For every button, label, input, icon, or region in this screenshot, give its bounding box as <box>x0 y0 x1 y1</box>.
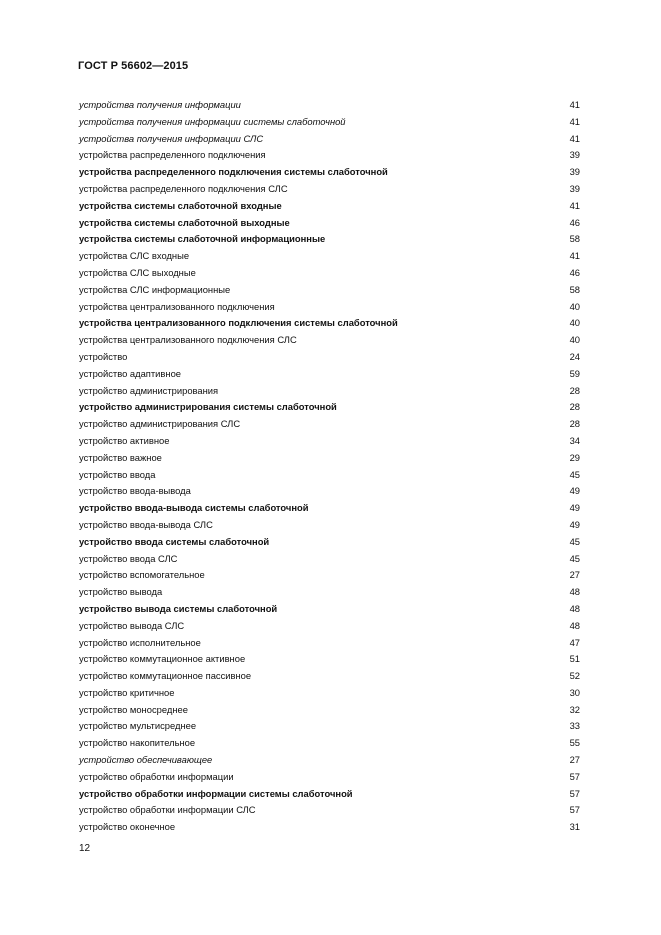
index-entry <box>79 819 580 836</box>
index-entry <box>79 315 580 332</box>
index-page-number: 41 <box>569 99 580 110</box>
index-page-number: 32 <box>569 703 580 715</box>
index-page-number: 51 <box>569 653 580 665</box>
index-entry <box>79 601 580 618</box>
index-entry <box>79 651 580 668</box>
index-entry <box>79 483 580 500</box>
index-entry <box>79 248 580 265</box>
index-term: устройство активное <box>79 434 170 446</box>
index-term: устройство <box>79 350 128 362</box>
index-term: устройство коммутационное активное <box>79 653 246 665</box>
index-entry <box>79 769 580 786</box>
index-entry <box>79 802 580 819</box>
index-term: устройство важное <box>79 451 162 463</box>
index-entry <box>79 349 580 366</box>
index-entry <box>79 97 580 114</box>
index-term: устройства распределенного подключения системы слаботочной <box>79 166 388 178</box>
index-term: устройство обработки информации СЛС <box>79 804 256 816</box>
index-term: устройство администрирования системы слаботочной <box>79 401 337 413</box>
index-term: устройства получения информации <box>79 99 241 110</box>
index-page-number: 48 <box>569 619 580 631</box>
index-term: устройство вывода <box>79 586 163 598</box>
index-page-number: 30 <box>569 686 580 698</box>
index-page-number: 28 <box>569 384 580 396</box>
index-entry <box>79 131 580 148</box>
index-term: устройство оконечное <box>79 821 176 833</box>
index-term: устройство ввода-вывода СЛС <box>79 518 213 530</box>
index-entry <box>79 786 580 803</box>
index-page-number: 27 <box>569 569 580 581</box>
index-entry <box>79 433 580 450</box>
index-page-number: 57 <box>569 770 580 782</box>
index-entry <box>79 383 580 400</box>
index-page-number: 40 <box>569 334 580 346</box>
index-page-number: 46 <box>569 216 580 228</box>
index-term: устройство вспомогательное <box>79 569 205 581</box>
index-term: устройство мультисреднее <box>79 720 197 732</box>
index-term: устройство обработки информации <box>79 770 234 782</box>
index-term: устройство критичное <box>79 686 175 698</box>
index-entry <box>79 584 580 601</box>
index-entry <box>79 164 580 181</box>
index-page-number: 39 <box>569 149 580 161</box>
index-entry <box>79 147 580 164</box>
index-term: устройство накопительное <box>79 737 196 749</box>
index-page-number: 41 <box>569 199 580 211</box>
index-page-number: 47 <box>569 636 580 648</box>
index-term: устройства централизованного подключения СЛС <box>79 334 297 346</box>
index-entry <box>79 735 580 752</box>
index-term: устройство моносреднее <box>79 703 188 715</box>
index-entry <box>79 500 580 517</box>
index-page-number: 31 <box>569 821 580 833</box>
index-page-number: 52 <box>569 670 580 682</box>
index-entry <box>79 702 580 719</box>
index-page-number: 28 <box>569 418 580 430</box>
index-entry <box>79 198 580 215</box>
index-entry <box>79 181 580 198</box>
index-term: устройства получения информации системы слаботочной <box>79 115 346 127</box>
index-entry <box>79 551 580 568</box>
index-entry <box>79 635 580 652</box>
index-page-number: 41 <box>569 250 580 262</box>
index-page-number: 49 <box>569 485 580 497</box>
index-term: устройства централизованного подключения <box>79 300 275 312</box>
index-page-number: 24 <box>569 350 580 362</box>
index-page-number: 58 <box>569 283 580 295</box>
index-term: устройство обеспечивающее <box>79 754 213 766</box>
index-page-number: 48 <box>569 602 580 614</box>
document-header: ГОСТ Р 56602—2015 <box>78 60 189 72</box>
index-entry <box>79 399 580 416</box>
index-entry <box>79 517 580 534</box>
index-entry <box>79 231 580 248</box>
index-term: устройство ввода СЛС <box>79 552 178 564</box>
index-term: устройства централизованного подключения системы слаботочной <box>79 317 398 329</box>
index-page-number: 45 <box>569 468 580 480</box>
index-page-number: 59 <box>569 367 580 379</box>
index-term: устройства СЛС информационные <box>79 283 231 295</box>
index-page-number: 40 <box>569 317 580 329</box>
index-term: устройства системы слаботочной информационные <box>79 233 326 245</box>
index-entry <box>79 450 580 467</box>
index-entry <box>79 718 580 735</box>
index-entry <box>79 332 580 349</box>
index-term: устройство администрирования <box>79 384 219 396</box>
index-entry <box>79 752 580 769</box>
index-entry <box>79 534 580 551</box>
index-page-number: 45 <box>569 552 580 564</box>
index-term: устройство коммутационное пассивное <box>79 670 252 682</box>
index-entry <box>79 567 580 584</box>
index-term: устройство обработки информации системы слаботочной <box>79 787 353 799</box>
index-entry <box>79 282 580 299</box>
index-term: устройства СЛС выходные <box>79 266 196 278</box>
index-term: устройство ввода системы слаботочной <box>79 535 270 547</box>
index-page-number: 58 <box>569 233 580 245</box>
index-page-number: 57 <box>569 804 580 816</box>
index-term: устройство вывода системы слаботочной <box>79 602 278 614</box>
index-entry <box>79 215 580 232</box>
index-entry <box>79 114 580 131</box>
index-page-number: 49 <box>569 518 580 530</box>
index-term: устройства СЛС входные <box>79 250 190 262</box>
index-page-number: 49 <box>569 502 580 514</box>
index-term: устройство ввода-вывода системы слаботочной <box>79 502 309 514</box>
index-page-number: 39 <box>569 182 580 194</box>
index-entry <box>79 299 580 316</box>
index-page-number: 57 <box>569 787 580 799</box>
index-term: устройство ввода-вывода <box>79 485 191 497</box>
index-term: устройство исполнительное <box>79 636 201 648</box>
index-page-number: 29 <box>569 451 580 463</box>
index-entry <box>79 618 580 635</box>
index-entry <box>79 416 580 433</box>
index-term: устройство адаптивное <box>79 367 181 379</box>
index-page-number: 46 <box>569 266 580 278</box>
index-page-number: 55 <box>569 737 580 749</box>
index-term: устройства получения информации СЛС <box>79 132 264 144</box>
index-term: устройства системы слаботочной входные <box>79 199 282 211</box>
index-page-number: 39 <box>569 166 580 178</box>
index-term: устройства системы слаботочной выходные <box>79 216 290 228</box>
index-page-number: 41 <box>569 132 580 144</box>
index-page-number: 40 <box>569 300 580 312</box>
index-list <box>79 97 580 836</box>
index-page-number: 28 <box>569 401 580 413</box>
page-number: 12 <box>79 843 91 854</box>
index-entry <box>79 265 580 282</box>
index-page-number: 41 <box>569 115 580 127</box>
index-page-number: 33 <box>569 720 580 732</box>
index-term: устройство ввода <box>79 468 156 480</box>
index-entry <box>79 366 580 383</box>
index-term: устройство администрирования СЛС <box>79 418 241 430</box>
index-term: устройство вывода СЛС <box>79 619 185 631</box>
index-entry <box>79 668 580 685</box>
index-entry <box>79 685 580 702</box>
index-page-number: 45 <box>569 535 580 547</box>
index-term: устройства распределенного подключения СЛС <box>79 182 288 194</box>
index-page-number: 48 <box>569 586 580 598</box>
index-page-number: 34 <box>569 434 580 446</box>
index-term: устройства распределенного подключения <box>79 149 266 161</box>
index-entry <box>79 467 580 484</box>
index-page-number: 27 <box>569 754 580 766</box>
